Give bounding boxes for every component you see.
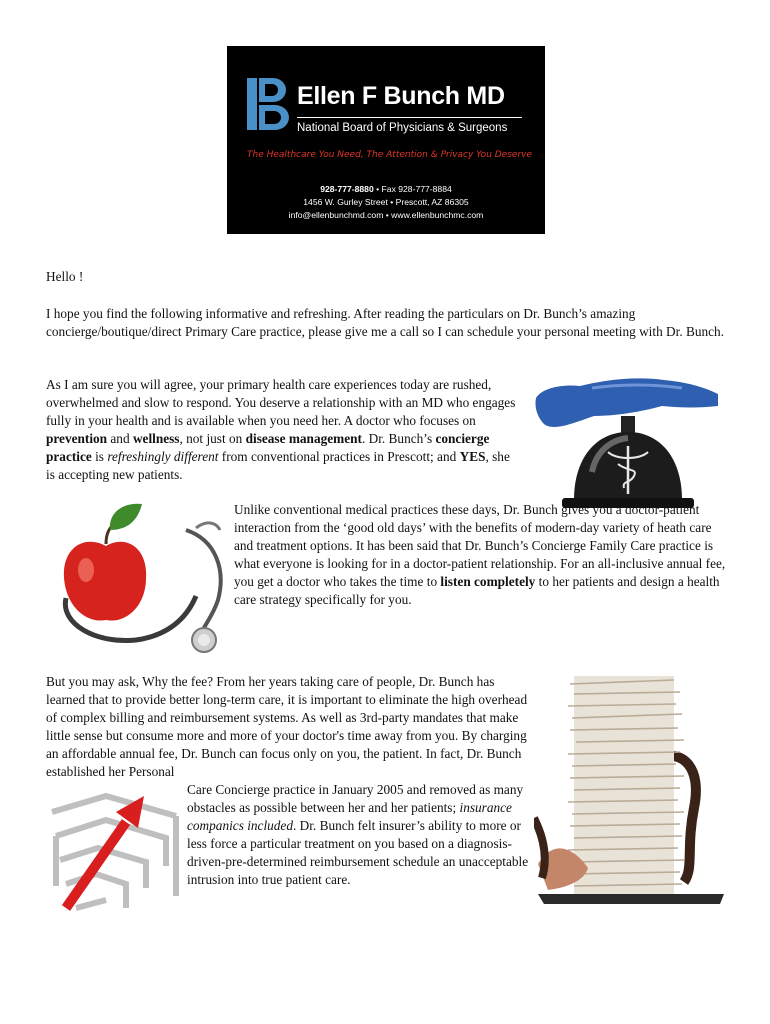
text: . Dr. Bunch felt insurer’s ability to more or less force a particular treatment on you based on a diagnosis-driven-pre-determined reimbursement schedule an unacceptable intrusion into true patient care. <box>187 818 529 887</box>
text: Care Concierge practice in January 2005 and removed as many obstacles as possible between her and her patients; <box>187 782 524 815</box>
text: from conventional practices in Prescott; and <box>218 449 460 464</box>
conventional-paragraph <box>234 501 728 609</box>
italic-refreshingly-different: refreshingly different <box>107 449 219 464</box>
maze-arrow-illustration <box>46 776 186 918</box>
logo-board: National Board of Physicians & Surgeons <box>297 122 508 134</box>
text: As I am sure you will agree, your primary health care experiences today are rushed, overwhelmed and slow to respond. You deserve a relationship with an MD who engages fully in your health and is available when you need her. A doctor who focuses on <box>46 377 516 428</box>
paper-stack-illustration <box>534 668 726 912</box>
greeting: Hello ! <box>46 269 84 284</box>
hand-bell-illustration <box>532 372 726 512</box>
bunch-b-logo-icon <box>247 78 293 130</box>
logo-tagline: The Healthcare You Need, The Attention & Privacy You Deserve <box>247 150 533 160</box>
bold-listen-completely: listen completely <box>440 574 536 589</box>
logo-address: 1456 W. Gurley Street • Prescott, AZ 86305 <box>303 197 469 207</box>
apple-stethoscope-illustration <box>46 500 232 656</box>
text: and <box>107 431 133 446</box>
bold-disease-management: disease management <box>245 431 362 446</box>
logo-phone: 928-777-8880 <box>320 184 374 194</box>
text: is <box>91 449 108 464</box>
logo-contact: info@ellenbunchmd.com • www.ellenbunchmc.com <box>288 210 484 220</box>
logo-fax: • Fax 928-777-8884 <box>373 184 452 194</box>
text: , she is accepting new patients. <box>46 449 510 482</box>
intro-paragraph: I hope you find the following informative and refreshing. After reading the particulars on Dr. Bunch’s amazing concierge/boutique/direct Primary Care practice, please give me a call so I can schedule your personal meeting with Dr. Bunch. <box>46 306 725 339</box>
bold-concierge-practice: concierge practice <box>46 431 490 464</box>
italic-insurance-companies: insurance companics included <box>187 800 512 833</box>
text: , not just on <box>179 431 246 446</box>
bold-wellness: wellness <box>132 431 180 446</box>
bold-yes: YES <box>459 449 486 464</box>
logo-name: Ellen F Bunch MD <box>297 82 505 110</box>
prevention-paragraph <box>46 376 522 484</box>
logo-phone-line <box>227 184 545 194</box>
text: . Dr. Bunch’s <box>361 431 436 446</box>
bold-prevention: prevention <box>46 431 108 446</box>
concierge-history-paragraph <box>187 781 535 889</box>
text: to her patients and design a health care strategy specifically for you. <box>234 574 720 607</box>
logo-divider <box>297 117 522 118</box>
logo-banner <box>227 46 545 234</box>
text: Unlike conventional medical practices these days, Dr. Bunch gives you a doctor-patient interaction from the ‘good old days’ with the benefits of modern-day variety of heath care and treatment options. It has been said that Dr. Bunch’s Concierge Family Care practice is what everyone is looking for in a doctor-patient relationship. For an all-inclusive annual fee, you get a doctor who takes the time to <box>234 502 726 589</box>
fee-paragraph: But you may ask, Why the fee? From her years taking care of people, Dr. Bunch has learned that to provide better long-term care, it is important to eliminate the high overhead of complex billing and reimbursement systems. As well as 3rd-party mandates that make little sense but consume more and more of your doctor's time away from you. By charging an affordable annual fee, Dr. Bunch can focus only on you, the patient. In fact, Dr. Bunch established her Personal <box>46 674 528 779</box>
